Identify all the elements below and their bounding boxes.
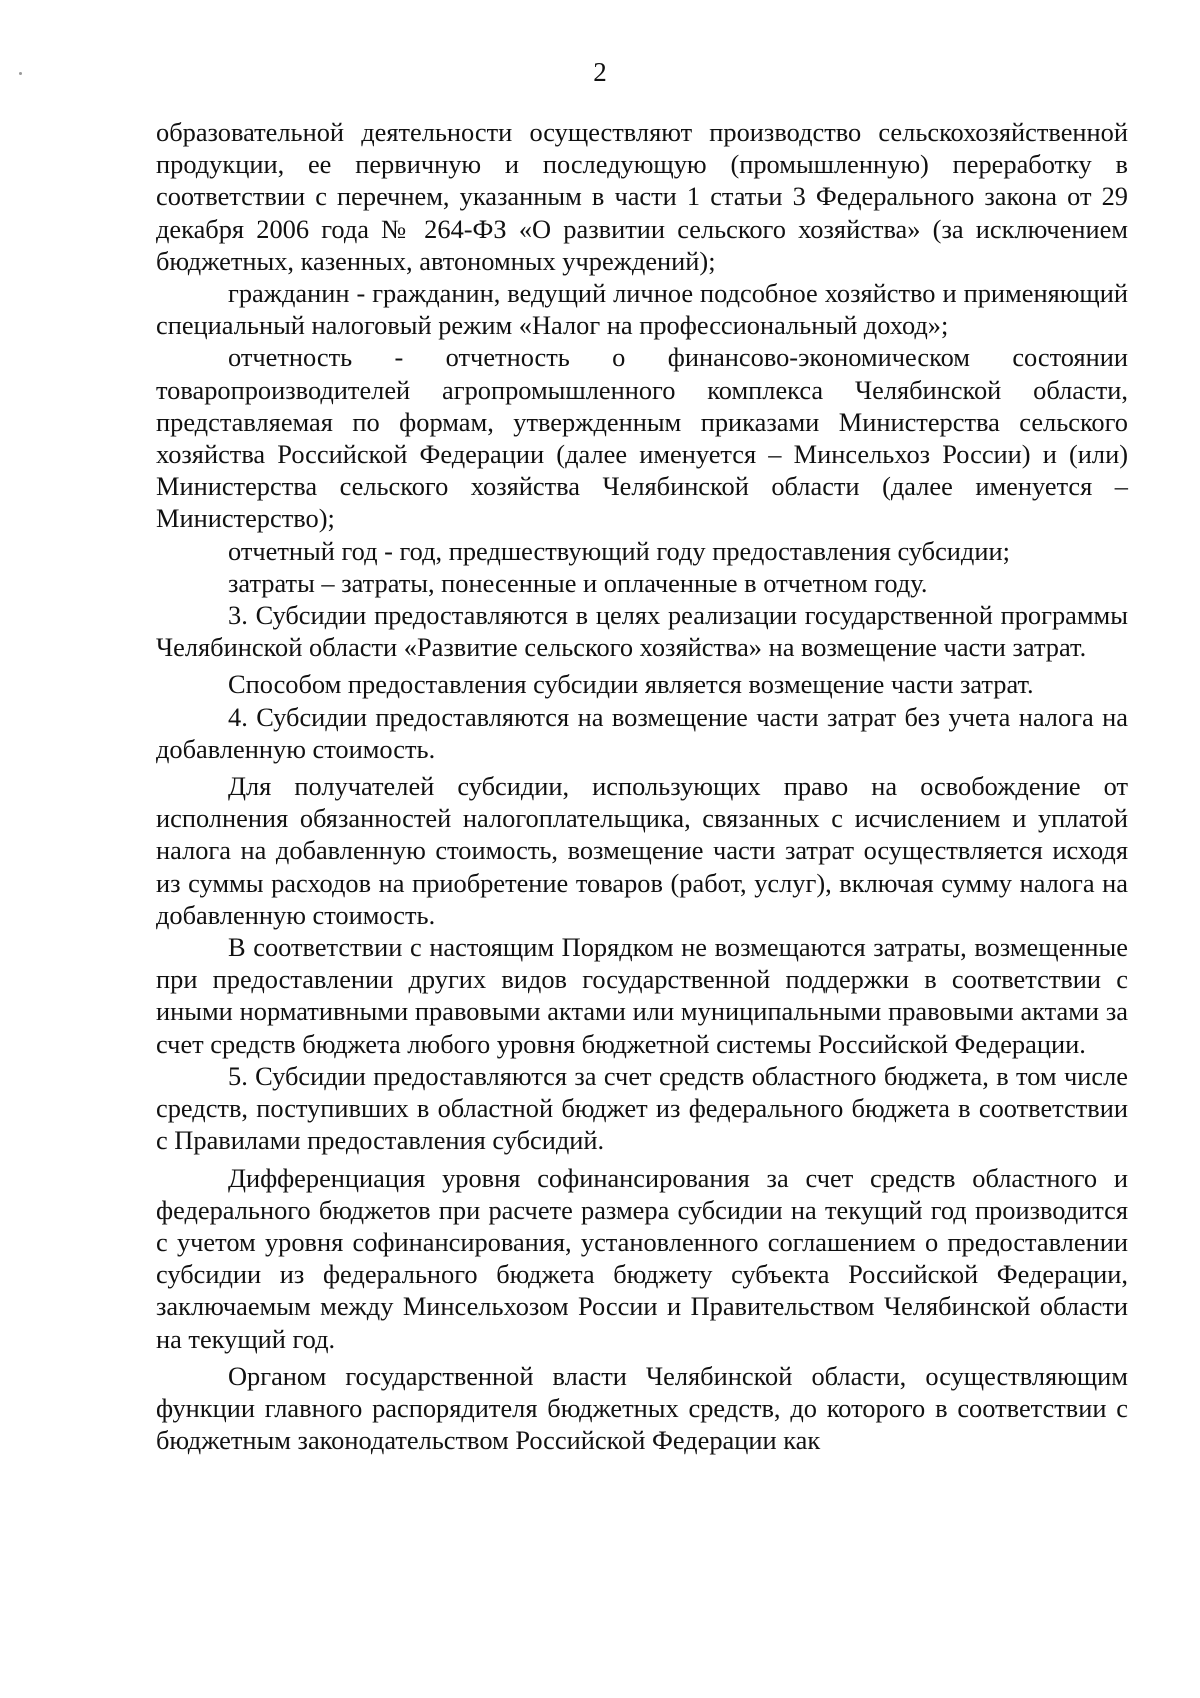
paragraph-definition-costs: затраты – затраты, понесенные и оплаченные в отчетном году. (228, 567, 928, 598)
paragraph-continuation: образовательной деятельности осуществляют производство сельскохозяйственной продукции, ее первичную и последующую (промышленную) переработку в соответствии с перечнем, указанным в части 1 статьи 3 Федерального закона от 29 декабря 2006 года № 264-ФЗ «О развитии сельского хозяйства» (за исключением бюджетных, казенных, автономных учреждений); (156, 117, 1128, 276)
paragraph-item-4: 4. Субсидии предоставляются на возмещение части затрат без учета налога на добавленную стоимость. (156, 701, 1128, 764)
paragraph-authority: Органом государственной власти Челябинской области, осуществляющим функции главного распорядителя бюджетных средств, до которого в соответствии с бюджетным законодательством Российской Федерации как (156, 1360, 1128, 1456)
paragraph-cofinancing: Дифференциация уровня софинансирования за счет средств областного и федерального бюджетов при расчете размера субсидии на текущий год производится с учетом уровня софинансирования, установленного соглашением о предоставлении субсидии из федерального бюджета бюджету субъекта Российской Федерации, заключаемым между Минсельхозом России и Правительством Челябинской области на текущий год. (156, 1162, 1128, 1354)
paragraph-definition-reporting-year: отчетный год - год, предшествующий году предоставления субсидии; (228, 535, 1010, 566)
paragraph-vat-exempt: Для получателей субсидии, использующих право на освобождение от исполнения обязанностей налогоплательщика, связанных с исчислением и уплатой налога на добавленную стоимость, возмещение части затрат осуществляется исходя из суммы расходов на приобретение товаров (работ, услуг), включая сумму налога на добавленную стоимость. (156, 771, 1128, 930)
page-number: 2 (593, 57, 607, 87)
paragraph-item-5: 5. Субсидии предоставляются за счет средств областного бюджета, в том числе средств, поступивших в областной бюджет из федерального бюджета в соответствии с Правилами предоставления субсидий. (156, 1060, 1128, 1156)
document-body (156, 116, 1128, 1456)
paragraph-item-3: 3. Субсидии предоставляются в целях реализации государственной программы Челябинской области «Развитие сельского хозяйства» на возмещение части затрат. (156, 600, 1128, 663)
paragraph-method: Способом предоставления субсидии является возмещение части затрат. (228, 669, 1034, 700)
paragraph-definition-reporting: отчетность - отчетность о финансово-экономическом состоянии товаропроизводителей агропромышленного комплекса Челябинской области, представляемая по формам, утвержденным приказами Министерства сельского хозяйства Российской Федерации (далее именуется – Минсельхоз России) и (или) Министерства сельского хозяйства Челябинской области (далее именуется – Министерство); (156, 342, 1128, 534)
paragraph-not-reimbursed: В соответствии с настоящим Порядком не возмещаются затраты, возмещенные при предоставлении других видов государственной поддержки в соответствии с иными нормативными правовыми актами или муниципальными правовыми актами за счет средств бюджета любого уровня бюджетной системы Российской Федерации. (156, 932, 1128, 1059)
paragraph-definition-citizen: гражданин - гражданин, ведущий личное подсобное хозяйство и применяющий специальный налоговый режим «Налог на профессиональный доход»; (156, 278, 1128, 341)
